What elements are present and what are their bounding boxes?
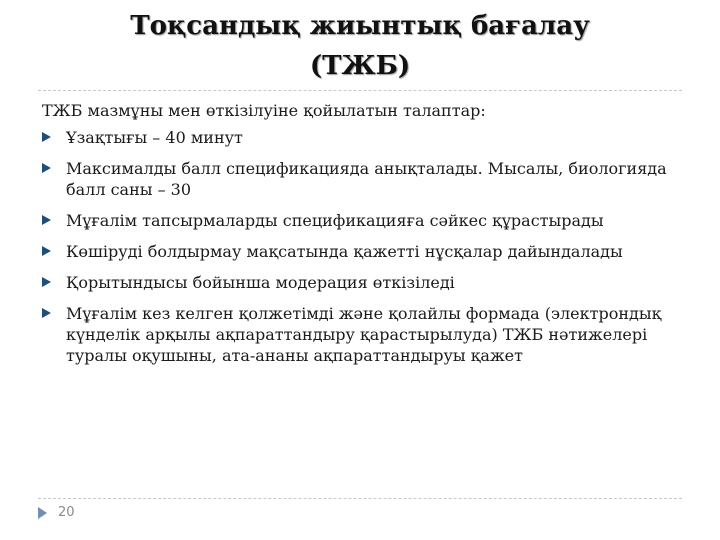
intro-text: ТЖБ мазмұны мен өткізілуіне қойылатын талаптар: xyxy=(42,101,486,120)
list-item xyxy=(42,241,672,262)
slide-title-line-2: (ТЖБ) xyxy=(309,51,411,81)
list-item xyxy=(42,127,672,148)
slide-body xyxy=(42,100,672,376)
slide-title-line-1: Тоқсандық жиынтық бағалау xyxy=(130,11,590,41)
list-item-text: Максималды балл спецификацияда анықталады. Мысалы, биологияда балл саны – 30 xyxy=(66,159,667,199)
list-item-text: Мұғалім кез келген қолжетімді және қолайлы формада (электрондық күнделік арқылы ақпараттандыру қарастырылуда) ТЖБ нәтижелері туралы оқушыны, ата-ананы ақпараттандыруы қажет xyxy=(66,304,662,365)
list-item-text: Көшіруді болдырмау мақсатында қажетті нұсқалар дайындалады xyxy=(66,242,623,261)
list-item xyxy=(42,210,672,231)
triangle-bullet-icon xyxy=(42,132,51,142)
list-item-text: Мұғалім тапсырмаларды спецификацияға сәйкес құрастырады xyxy=(66,211,604,230)
bottom-divider xyxy=(38,498,682,499)
list-item-text: Қорытындысы бойынша модерация өткізіледі xyxy=(66,273,455,292)
triangle-bullet-icon xyxy=(42,277,51,287)
page-number: 20 xyxy=(58,505,75,520)
triangle-bullet-icon xyxy=(42,215,51,225)
list-item xyxy=(42,158,672,200)
top-divider xyxy=(38,90,682,91)
triangle-bullet-icon xyxy=(42,308,51,318)
list-item xyxy=(42,303,672,366)
list-item-text: Ұзақтығы – 40 минут xyxy=(66,128,243,147)
list-item xyxy=(42,272,672,293)
slide-title xyxy=(40,6,680,86)
triangle-bullet-icon xyxy=(42,246,51,256)
triangle-bullet-icon xyxy=(42,163,51,173)
requirements-list xyxy=(42,127,672,366)
triangle-page-icon xyxy=(38,507,47,519)
